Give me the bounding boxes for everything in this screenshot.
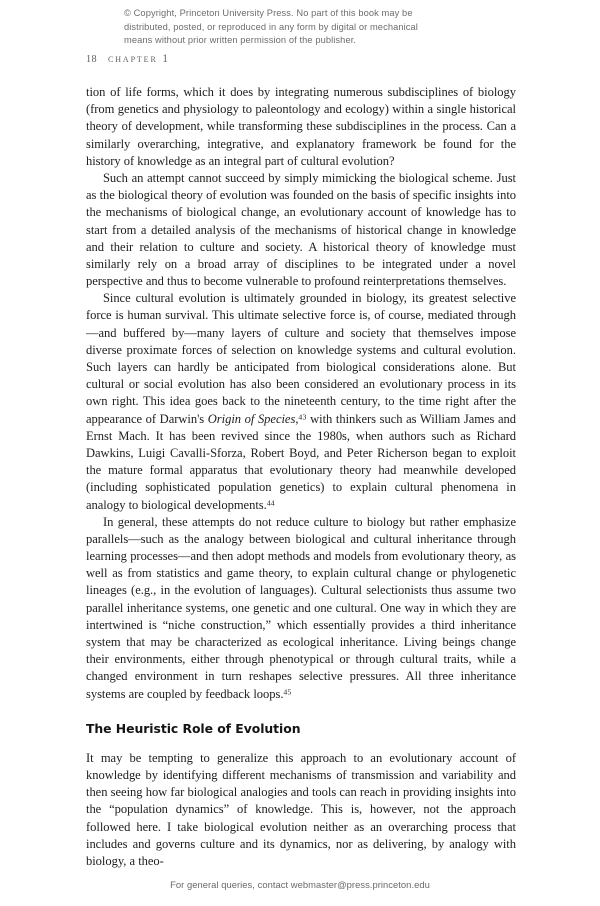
copyright-line-1: © Copyright, Princeton University Press. No part of this book may be: [124, 8, 413, 18]
footnote-marker: 45: [283, 687, 292, 697]
footnote-marker: 44: [266, 498, 275, 508]
page-number: 18: [86, 54, 98, 65]
copyright-notice: [124, 7, 476, 48]
footnote-marker: 43: [298, 412, 307, 422]
page-footer: For general queries, contact webmaster@press.princeton.edu: [170, 879, 430, 890]
paragraph-heuristic-role: It may be tempting to generalize this approach to an evolutionary account of knowledge by identifying different mechanisms of transmission and variability and then seeing how far biological analogies and tools can reach in providing insights into the “population dynamics” of knowledge. This is, however, not the approach followed here. I take biological evolution neither as an overarching process that includes and governs culture and its dynamics, nor as delivering, by analogy with biology, a theo-: [86, 750, 516, 868]
copyright-line-3: means without prior written permission of the publisher.: [124, 35, 357, 46]
chapter-label: chapter 1: [108, 53, 170, 65]
paragraph-since-cultural-evolution: Since cultural evolution is ultimately grounded in biology, its greatest selective force is human survival. This ultimate selective force is, of course, mediated through—and buffered by—many layers of culture and society that themselves impose diverse proximate forces of selection on knowledge systems and cultural evolution. Such layers can hardly be anticipated from biological considerations alone. But cultural or social evolution has also been considered an evolutionary process in its own right. This idea goes back to the nineteenth century, to the time right after the appearance of Darwin's Origin of Species,$^{43}$ with thinkers such as William James and Ernst Mach. It has been revived since the 1980s, when authors such as Richard Dawkins, Luigi Cavalli-Sforza, Robert Boyd, and Peter Richerson began to exploit the mature formal apparatus that evolutionary theory had meanwhile developed (including sophisticated population genetics) to explain cultural phenomena in analogy to biological developments.$^{44}$: [86, 291, 516, 512]
italic-title: Origin of Species: [207, 411, 296, 426]
paragraph-such-an-attempt: Such an attempt cannot succeed by simply mimicking the biological scheme. Just as the biological theory of evolution was founded on the basis of specific insights into the mechanisms of biological change, an evolutionary account of knowledge has to start from a detailed analysis of the mechanisms of historical change in knowledge and their relation to culture and society. A historical theory of knowledge must similarly rely on a broad array of disciplines to be integrated under a novel perspective and thus to become vulnerable to profound reinterpretations themselves.: [86, 170, 516, 289]
paragraph-continued: tion of life forms, which it does by integrating numerous subdisciplines of biology (from genetics and physiology to paleontology and ecology) within a single historical theory of development, while transforming these subdisciplines in the process. Can a similarly overarching, integrative, and explanatory framework be found for the history of knowledge as an integral part of cultural evolution?: [86, 85, 516, 168]
main-text-block: [86, 84, 516, 870]
paragraph-in-general: In general, these attempts do not reduce culture to biology but rather emphasize parallels—such as the analogy between biological and cultural inheritance through learning processes—and then adopt methods and models from evolutionary theory, as well as from statistics and game theory, to explain cultural change or phylogenetic lineages (e.g., in the evolution of languages). Cultural selectionists thus assume two parallel inheritance systems, one genetic and one cultural. One way in which they are intertwined is “niche construction,” which essentially provides a third inheritance system that may be characterized as ecological inheritance. Living beings change their environments, either through phenotypical or through cultural traits, while a changed environment in turn reshapes selective pressures. All three inheritance systems are coupled by feedback loops.$^{45}$: [86, 514, 516, 701]
heading-spacer-below: [86, 737, 516, 750]
heading-spacer-above: [86, 703, 516, 721]
copyright-line-2: distributed, posted, or reproduced in any form by digital or mechanical: [124, 21, 418, 32]
section-heading: The Heuristic Role of Evolution: [86, 720, 301, 736]
running-head: [86, 53, 170, 65]
